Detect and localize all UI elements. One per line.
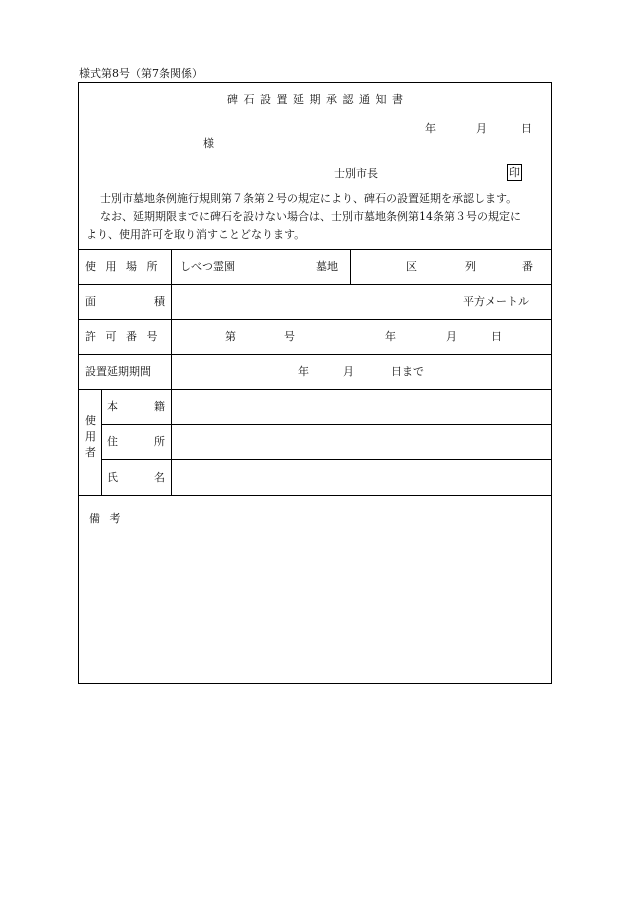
row-divider: [79, 389, 551, 390]
body-line-2: なお、延期期限までに碑石を設けない場合は、士別市墓地条例第14条第３号の規定に: [100, 210, 521, 223]
body-line-1: 士別市墓地条例施行規則第７条第２号の規定により、碑石の設置延期を承認します。: [100, 192, 518, 205]
location-label: 使 用 場 所: [85, 260, 161, 273]
addressee-suffix: 様: [203, 137, 214, 150]
permit-label: 許 可 番 号: [85, 330, 161, 343]
date-month: 月: [476, 122, 487, 135]
period-year: 年: [298, 365, 309, 378]
ban-label: 番: [522, 260, 533, 273]
name-label: 氏 名: [107, 471, 165, 484]
seal-mark: 印: [509, 166, 520, 179]
body-line-3: より、使用許可を取り消すことどなります。: [86, 228, 306, 241]
honseki-label: 本 籍: [107, 400, 165, 413]
date-day: 日: [521, 122, 532, 135]
cemetery-name: しべつ霊園: [180, 260, 235, 273]
retsu-label: 列: [465, 260, 476, 273]
form-title: 碑 石 設 置 延 期 承 認 通 知 書: [227, 93, 404, 106]
location-divider: [350, 249, 351, 284]
user-group-label: 使用者: [85, 414, 96, 459]
row-divider: [79, 284, 551, 285]
permit-dai: 第: [225, 330, 236, 343]
permit-go: 号: [284, 330, 295, 343]
remarks-top-border: [79, 495, 551, 496]
permit-year: 年: [385, 330, 396, 343]
date-year: 年: [425, 122, 436, 135]
label-column-divider: [171, 249, 172, 495]
table-top-border: [79, 249, 551, 250]
period-until: 日まで: [391, 365, 424, 378]
user-row-divider: [101, 424, 551, 425]
permit-month: 月: [446, 330, 457, 343]
form-number: 様式第8号（第7条関係）: [79, 67, 203, 80]
period-label: 設置延期期間: [85, 365, 151, 378]
area-label: [85, 296, 165, 307]
area-unit: 平方メートル: [463, 295, 529, 308]
row-divider: [79, 319, 551, 320]
remarks-label: 備 考: [89, 512, 124, 525]
row-divider: [79, 354, 551, 355]
permit-day: 日: [491, 330, 502, 343]
issuer: 士別市長: [334, 167, 378, 180]
user-group-divider: [101, 389, 102, 495]
ku-label: 区: [406, 260, 417, 273]
notice-form: [78, 82, 552, 684]
user-row-divider: [101, 459, 551, 460]
cemetery-suffix: 墓地: [316, 260, 338, 273]
address-label: 住 所: [107, 435, 165, 448]
period-month: 月: [343, 365, 354, 378]
area-label-text: 面 積: [85, 295, 165, 308]
